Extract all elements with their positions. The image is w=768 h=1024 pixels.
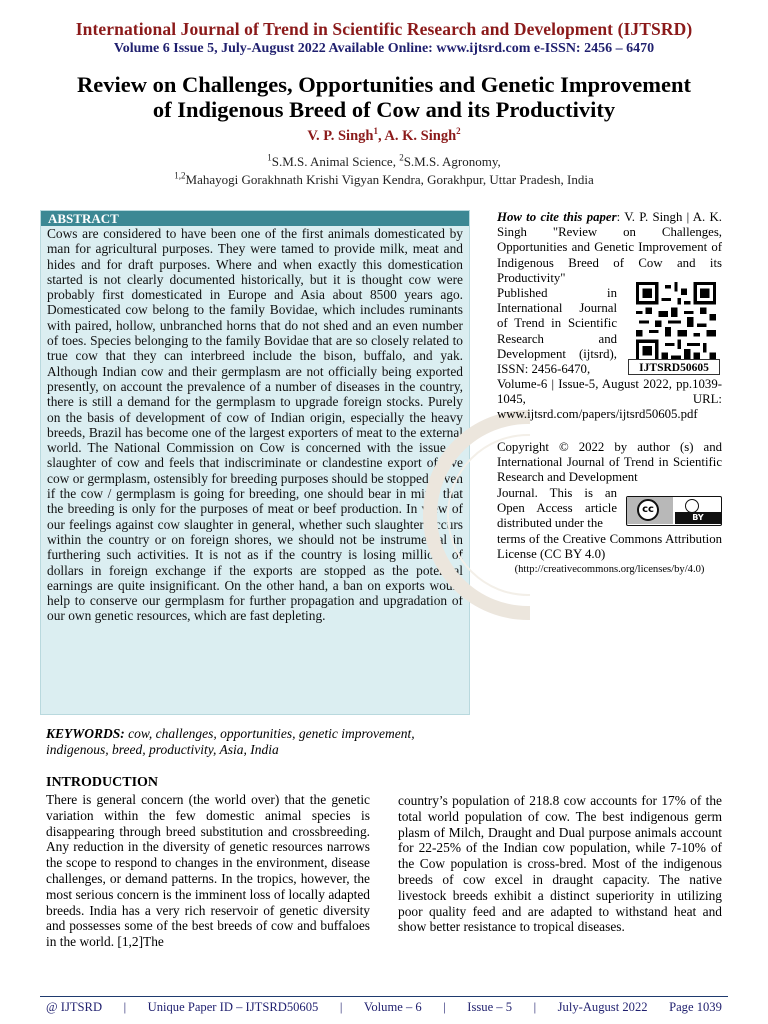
authors: V. P. Singh$^1$, A. K. Singh$^2$ [307,126,461,144]
abstract-heading: ABSTRACT [41,211,469,226]
footer-separator: | [533,1000,537,1014]
author-2-sup: 2 [456,126,461,137]
page-footer [46,1000,722,1015]
author-1-sup: 1 [373,126,378,137]
paper-title [30,72,738,122]
license-url[interactable]: (http://creativecommons.org/licenses/by/4.0) [514,564,705,575]
introduction-left-column: There is general concern (the world over) that the genetic variation within the few domestic animal species is disappearing through breed substitution and crossbreeding. Any reduction in the diversity of genetic resources narrows the scope to respond to changes in the environment, disease challenges, or demand patterns. In the tropics, however, the most serious concern is the imminent loss of locally adapted breeds. India has a very rich reservoir of genetic diversity and possesses some of the best breeds of cow and buffaloes in the world. [1,2]The [46,792,370,950]
qr-code-icon [636,282,716,362]
footer-period: July-August 2022 [557,1000,648,1014]
copyright-text-narrow: Journal. This is an Open Access article distributed under the [497,486,617,531]
journal-issue-line: Volume 6 Issue 5, July-August 2022 Available Online: www.ijtsrd.com e-ISSN: 2456 – 6470 [113,41,655,56]
keywords [46,726,472,758]
paper-id-label: IJTSRD50605 [628,359,720,375]
journal-title: International Journal of Trend in Scientific Research and Development (IJTSRD) [75,19,693,39]
citation-text-top: : V. P. Singh | A. K. Singh "Review on Challenges, Opportunities and Genetic Improvement of Indigenous Breed of Cow and its Productivity" [497,210,722,285]
author-1: V. P. Singh [307,128,374,144]
affil-sup-a: 1 [267,152,272,163]
footer-divider [40,996,728,997]
author-2: A. K. Singh [384,128,457,144]
footer-separator: | [443,1000,446,1014]
affil-agronomy: S.M.S. Agronomy, [403,154,501,169]
copyright-text-wide: terms of the Creative Commons Attribution License (CC BY 4.0) [497,532,722,562]
affil-institute: Mahayogi Gorakhnath Krishi Vigyan Kendra, Gorakhpur, Uttar Pradesh, India [185,172,594,187]
paper-title-line-1: Review on Challenges, Opportunities and Genetic Improvement [77,72,691,97]
affil2-sup: 1,2 [174,170,186,181]
citation-text-wide: Volume-6 | Issue-5, August 2022, pp.1039-1045, URL: www.ijtsrd.com/papers/ijtsrd50605.pdf [497,377,722,422]
affiliation-line-2 [0,172,768,188]
citation-text-narrow: Published in International Journal of Trend in Scientific Research and Development (ijtsrd), ISSN: 2456-6470, [497,286,617,377]
affil-sup-b: 2 [399,152,404,163]
abstract-text: Cows are considered to have been one of the first animals domesticated by man for agricultural purposes. They were tamed to provide milk, meat and hides and for draft purposes. Where and when exactly this domestication started is not clearly documented historically, but it is thought cow were probably first domesticated in Europe and Asia about 8500 years ago. Domesticated cow belong to the family Bovidae, which includes ruminants with paired, hollow, unbranched horns that do not shed and an even number of toes. Species belonging to the family Bovidae that are so closely related to true cow that they can interbreed include the bison, buffalo, and yak. Although Indian cow and their germplasm are not officially being exported presently, on account the prevalence of a number of diseases in the country, there is still a demand for the germplasm to upgrade foreign stocks. Purely on the basis of development of cow of Indian origin, especially the heavy breeds, Brazil has become one of the largest exporters of meat to the external world. The National Commission on Cow is concerned with the issue of slaughter of cow and feels that indiscriminate or clandestine export of live cow or germplasm, ostensibly for breeding purposes should be stopped. Even if the cow / germplasm is going for breeding, one should bear in mind that the breeding is only for the purposes of meat or beef production. In view of our feelings against cow slaughter in general, whether such slaughter occurs within the country or on foreign shores, we should not be instrumental in furthering such activities. It is not as if the country is losing millions of dollars in foreign exchange if the exports are stopped as the potential earnings are quite insignificant. On the other hand, a ban on exports would help to conserve our germplasm for further propagation and upgradation of our own genetic resources, which are fast depleting. [47,226,463,624]
abstract-box [40,210,470,715]
affiliation-line-1 [0,154,768,170]
footer-paper-id: Unique Paper ID – IJTSRD50605 [147,1000,319,1014]
keywords-label: KEYWORDS: [46,726,125,741]
affil-animal-science: S.M.S. Animal Science, [271,154,400,169]
cc-by-license-icon [626,496,722,526]
person-icon [685,499,699,513]
introduction-heading: INTRODUCTION [46,775,159,790]
cc-by-label: BY [675,512,721,524]
citation-label: How to cite this paper [497,210,617,224]
cc-logo-icon: cc [637,499,659,521]
footer-separator: | [123,1000,127,1014]
copyright-text-top: Copyright © 2022 by author (s) and International Journal of Trend in Scientific Research and Development [497,440,722,485]
paper-title-line-2: of Indigenous Breed of Cow and its Productivity [152,97,616,122]
citation-top [497,210,722,286]
introduction-right-column: country’s population of 218.8 cow accounts for 17% of the total world population of cow. The best indigenous germ plasm of Milch, Draught and Dual purpose animals account for 22-25% of the Indian cow population, while 7-10% of the Cow population is cross-bred. Most of the indigenous breeds of cow excel in draught capacity. The native livestock breeds exhibit a distinct superiority in utilizing poor quality feed and are adapted to withstand heat and show better resistance to tropical diseases. [398,793,722,935]
footer-issue: Issue – 5 [467,1000,513,1014]
footer-page-number: Page 1039 [669,1000,722,1014]
footer-volume: Volume – 6 [363,1000,422,1014]
footer-publisher: @ IJTSRD [46,1000,103,1014]
footer-separator: | [339,1000,343,1014]
keywords-text: cow, challenges, opportunities, genetic improvement, indigenous, breed, productivity, Asia, India [46,726,415,757]
